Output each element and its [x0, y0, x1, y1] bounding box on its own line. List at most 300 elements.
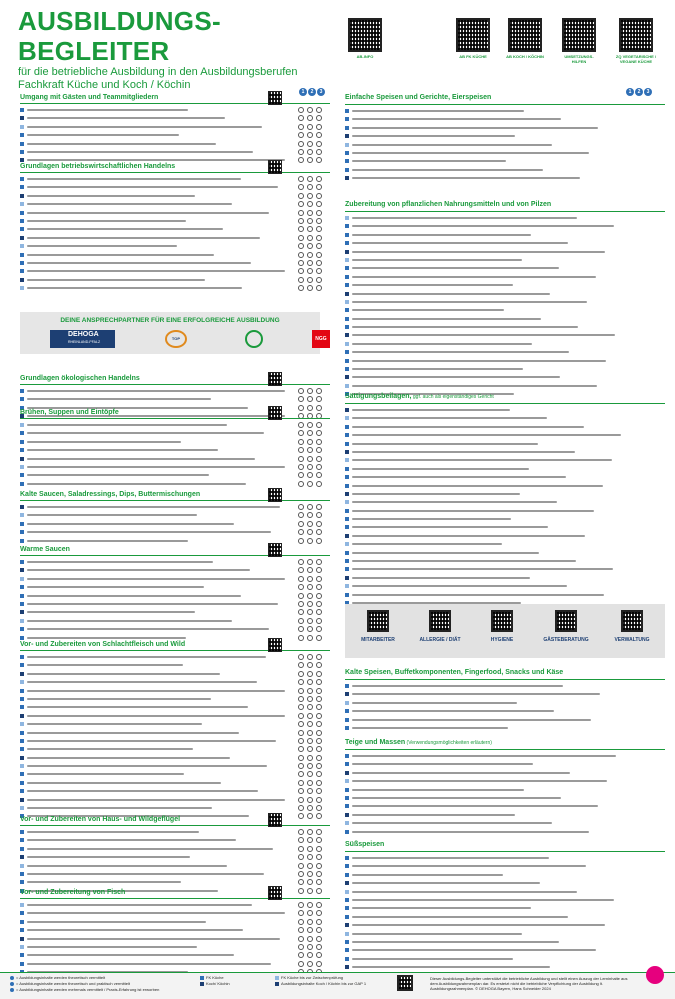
progress-checkbox[interactable]	[316, 439, 322, 445]
progress-checkbox[interactable]	[316, 235, 322, 241]
progress-checkbox[interactable]	[307, 226, 313, 232]
qr-ab-fk-kueche[interactable]	[453, 18, 493, 59]
progress-checkbox[interactable]	[307, 176, 313, 182]
progress-checkbox[interactable]	[316, 846, 322, 852]
progress-checkbox[interactable]	[298, 609, 304, 615]
progress-checkbox[interactable]	[316, 193, 322, 199]
progress-checkbox[interactable]	[298, 184, 304, 190]
progress-checkbox[interactable]	[307, 927, 313, 933]
progress-checkbox[interactable]	[307, 837, 313, 843]
progress-checkbox[interactable]	[316, 805, 322, 811]
qr-umsetzungshilfen[interactable]	[559, 18, 599, 64]
item-text-placeholder	[352, 242, 568, 244]
progress-checkbox[interactable]	[298, 688, 304, 694]
progress-checkbox[interactable]	[298, 788, 304, 794]
progress-checkbox[interactable]	[307, 472, 313, 478]
progress-checkbox[interactable]	[298, 464, 304, 470]
progress-checkbox[interactable]	[307, 829, 313, 835]
progress-checkbox[interactable]	[307, 430, 313, 436]
progress-checkbox[interactable]	[307, 422, 313, 428]
progress-checkbox[interactable]	[298, 910, 304, 916]
progress-checkbox[interactable]	[298, 671, 304, 677]
progress-checkbox[interactable]	[298, 829, 304, 835]
progress-checkbox[interactable]	[298, 115, 304, 121]
progress-checkbox[interactable]	[316, 201, 322, 207]
item-text-placeholder	[352, 318, 541, 320]
progress-checkbox[interactable]	[316, 277, 322, 283]
section-rule	[20, 650, 330, 651]
section-qr-icon[interactable]	[268, 488, 282, 502]
section-qr-icon[interactable]	[268, 372, 282, 386]
progress-checkbox[interactable]	[316, 797, 322, 803]
item-text-placeholder	[352, 772, 570, 774]
progress-checkbox[interactable]	[316, 512, 322, 518]
checklist-row	[20, 608, 330, 616]
progress-checkbox[interactable]	[307, 456, 313, 462]
progress-checkbox[interactable]	[298, 863, 304, 869]
progress-checkbox[interactable]	[298, 618, 304, 624]
progress-checkbox[interactable]	[316, 601, 322, 607]
category-marker	[345, 359, 349, 363]
progress-checkbox[interactable]	[298, 721, 304, 727]
progress-checkbox[interactable]	[298, 422, 304, 428]
qr-ab-info[interactable]	[345, 18, 385, 59]
progress-checkbox[interactable]	[298, 226, 304, 232]
item-text-placeholder	[27, 186, 278, 188]
progress-checkbox[interactable]	[298, 952, 304, 958]
progress-checkbox[interactable]	[307, 193, 313, 199]
checklist-row	[20, 678, 330, 686]
progress-checkbox[interactable]	[298, 567, 304, 573]
progress-checkbox[interactable]	[316, 763, 322, 769]
progress-checkbox[interactable]	[298, 919, 304, 925]
progress-checkbox[interactable]	[298, 388, 304, 394]
progress-checkbox[interactable]	[298, 902, 304, 908]
progress-checkbox[interactable]	[316, 521, 322, 527]
progress-checkbox[interactable]	[316, 132, 322, 138]
progress-checkbox[interactable]	[307, 755, 313, 761]
progress-checkbox[interactable]	[316, 609, 322, 615]
progress-checkbox[interactable]	[307, 863, 313, 869]
progress-checkbox[interactable]	[316, 910, 322, 916]
progress-checkbox[interactable]	[298, 218, 304, 224]
progress-checkbox[interactable]	[307, 771, 313, 777]
section-title: Vor- und Zubereiten von Schlachtfleisch und Wild	[20, 641, 186, 648]
progress-checkbox[interactable]	[298, 504, 304, 510]
progress-checkbox[interactable]	[307, 210, 313, 216]
progress-checkbox[interactable]	[307, 746, 313, 752]
progress-checkbox[interactable]	[298, 601, 304, 607]
progress-checkbox[interactable]	[316, 919, 322, 925]
progress-checkbox[interactable]	[307, 115, 313, 121]
checklist-row	[20, 131, 330, 139]
progress-checkbox[interactable]	[307, 797, 313, 803]
progress-checkbox[interactable]	[298, 176, 304, 182]
section-qr-icon[interactable]	[268, 638, 282, 652]
category-marker	[345, 216, 349, 220]
progress-checkbox[interactable]	[307, 268, 313, 274]
category-marker	[345, 317, 349, 321]
progress-checkbox[interactable]	[316, 260, 322, 266]
progress-checkbox[interactable]	[307, 439, 313, 445]
item-text-placeholder	[352, 493, 520, 495]
progress-checkbox[interactable]	[307, 696, 313, 702]
progress-checkbox[interactable]	[307, 618, 313, 624]
category-marker	[20, 142, 24, 146]
category-marker	[20, 431, 24, 435]
progress-checkbox[interactable]	[298, 679, 304, 685]
progress-checkbox[interactable]	[316, 576, 322, 582]
checklist-row	[345, 794, 665, 802]
progress-checkbox[interactable]	[316, 481, 322, 487]
progress-checkbox[interactable]	[307, 902, 313, 908]
progress-checkbox[interactable]	[307, 285, 313, 291]
item-text-placeholder	[352, 518, 511, 520]
topic-qr-gaesteberatung[interactable]	[541, 610, 591, 643]
progress-checkbox[interactable]	[307, 626, 313, 632]
progress-checkbox[interactable]	[307, 529, 313, 535]
progress-checkbox[interactable]	[298, 771, 304, 777]
progress-checkbox[interactable]	[298, 662, 304, 668]
progress-checkbox[interactable]	[307, 447, 313, 453]
progress-checkbox[interactable]	[307, 721, 313, 727]
progress-checkbox[interactable]	[298, 584, 304, 590]
progress-checkbox[interactable]	[298, 576, 304, 582]
progress-checkbox[interactable]	[316, 184, 322, 190]
progress-checkbox[interactable]	[307, 481, 313, 487]
progress-checkbox[interactable]	[316, 226, 322, 232]
item-text-placeholder	[27, 531, 271, 533]
progress-checkbox[interactable]	[298, 268, 304, 274]
category-marker	[345, 940, 349, 944]
progress-checkbox[interactable]	[298, 201, 304, 207]
progress-checkbox[interactable]	[307, 662, 313, 668]
item-text-placeholder	[352, 459, 612, 461]
progress-checkbox[interactable]	[307, 704, 313, 710]
progress-checkbox[interactable]	[316, 107, 322, 113]
progress-checkbox[interactable]	[316, 447, 322, 453]
topic-qr-hygiene[interactable]	[477, 610, 527, 643]
progress-checkbox[interactable]	[307, 243, 313, 249]
section-qr-icon[interactable]	[268, 886, 282, 900]
checklist-row	[345, 174, 665, 182]
progress-checkbox[interactable]	[316, 780, 322, 786]
progress-checkbox[interactable]	[307, 504, 313, 510]
progress-checkbox[interactable]	[298, 260, 304, 266]
progress-checkbox[interactable]	[307, 464, 313, 470]
progress-checkbox[interactable]	[307, 396, 313, 402]
progress-checkbox[interactable]	[316, 662, 322, 668]
progress-checkbox[interactable]	[316, 567, 322, 573]
progress-checkbox[interactable]	[316, 654, 322, 660]
progress-checkbox[interactable]	[307, 713, 313, 719]
progress-checkbox[interactable]	[316, 176, 322, 182]
progress-checkbox[interactable]	[298, 512, 304, 518]
section-qr-icon[interactable]	[268, 543, 282, 557]
item-text-placeholder	[352, 568, 613, 570]
progress-checkbox[interactable]	[298, 780, 304, 786]
progress-checkbox[interactable]	[298, 124, 304, 130]
progress-checkbox[interactable]	[298, 593, 304, 599]
progress-checkbox[interactable]	[316, 210, 322, 216]
progress-checkbox[interactable]	[307, 201, 313, 207]
progress-checkbox[interactable]	[316, 704, 322, 710]
progress-checkbox[interactable]	[316, 771, 322, 777]
checklist-row	[20, 114, 330, 122]
item-text-placeholder	[27, 732, 239, 734]
progress-checkbox[interactable]	[298, 730, 304, 736]
progress-checkbox[interactable]	[307, 149, 313, 155]
progress-checkbox[interactable]	[307, 107, 313, 113]
item-text-placeholder	[352, 958, 513, 960]
progress-checkbox[interactable]	[316, 936, 322, 942]
progress-checkbox[interactable]	[298, 879, 304, 885]
progress-checkbox[interactable]	[307, 738, 313, 744]
progress-checkbox[interactable]	[316, 944, 322, 950]
progress-checkbox[interactable]	[307, 132, 313, 138]
footer-qr-icon[interactable]	[397, 975, 413, 991]
progress-checkbox[interactable]	[307, 141, 313, 147]
progress-checkbox[interactable]	[307, 576, 313, 582]
progress-checkbox[interactable]	[298, 559, 304, 565]
progress-checkbox[interactable]	[307, 388, 313, 394]
progress-checkbox[interactable]	[298, 210, 304, 216]
progress-checkbox[interactable]	[307, 277, 313, 283]
progress-checkbox[interactable]	[316, 529, 322, 535]
category-marker	[345, 484, 349, 488]
progress-checkbox[interactable]	[316, 961, 322, 967]
progress-checkbox[interactable]	[316, 388, 322, 394]
item-text-placeholder	[27, 466, 285, 468]
topic-qr-allergie[interactable]	[415, 610, 465, 643]
progress-checkbox[interactable]	[316, 788, 322, 794]
progress-checkbox[interactable]	[316, 584, 322, 590]
section-title: Vor- und Zubereiten von Haus- und Wildgeflügel	[20, 816, 181, 823]
item-text-placeholder	[27, 117, 225, 119]
progress-checkbox[interactable]	[298, 481, 304, 487]
progress-checkbox[interactable]	[298, 854, 304, 860]
progress-checkbox[interactable]	[307, 805, 313, 811]
progress-checkbox[interactable]	[307, 671, 313, 677]
progress-checkbox[interactable]	[307, 521, 313, 527]
progress-checkbox[interactable]	[298, 521, 304, 527]
progress-checkbox[interactable]	[298, 538, 304, 544]
progress-checkbox[interactable]	[316, 504, 322, 510]
progress-checkbox[interactable]	[307, 846, 313, 852]
progress-checkbox[interactable]	[316, 738, 322, 744]
progress-checkbox[interactable]	[307, 260, 313, 266]
progress-checkbox[interactable]	[298, 755, 304, 761]
progress-checkbox[interactable]	[316, 626, 322, 632]
qr-ab-koch[interactable]	[505, 18, 545, 59]
progress-checkbox[interactable]	[298, 944, 304, 950]
progress-checkbox[interactable]	[307, 854, 313, 860]
progress-checkbox[interactable]	[307, 910, 313, 916]
progress-checkbox[interactable]	[316, 593, 322, 599]
progress-checkbox[interactable]	[298, 927, 304, 933]
progress-checkbox[interactable]	[307, 936, 313, 942]
progress-checkbox[interactable]	[316, 115, 322, 121]
progress-checkbox[interactable]	[307, 730, 313, 736]
progress-checkbox[interactable]	[316, 837, 322, 843]
checklist-row	[345, 565, 665, 573]
progress-checkbox[interactable]	[307, 763, 313, 769]
progress-checkbox[interactable]	[307, 559, 313, 565]
progress-checkbox[interactable]	[316, 671, 322, 677]
progress-checkbox[interactable]	[307, 788, 313, 794]
header-qr-row	[345, 18, 665, 78]
progress-checkbox[interactable]	[316, 696, 322, 702]
progress-checkbox[interactable]	[316, 879, 322, 885]
topic-qr-verwaltung[interactable]	[607, 610, 657, 643]
progress-checkbox[interactable]	[316, 218, 322, 224]
progress-checkbox[interactable]	[316, 746, 322, 752]
progress-checkbox[interactable]	[298, 132, 304, 138]
progress-checkbox[interactable]	[298, 654, 304, 660]
progress-checkbox[interactable]	[307, 961, 313, 967]
checklist-row	[345, 879, 665, 887]
progress-checkbox[interactable]	[298, 871, 304, 877]
progress-checkbox[interactable]	[316, 243, 322, 249]
progress-checkbox[interactable]	[298, 252, 304, 258]
progress-checkbox[interactable]	[298, 797, 304, 803]
checklist-row	[20, 528, 330, 536]
progress-checkbox[interactable]	[298, 447, 304, 453]
progress-checkbox[interactable]	[316, 863, 322, 869]
progress-checkbox[interactable]	[307, 679, 313, 685]
item-text-placeholder	[352, 543, 502, 545]
progress-checkbox[interactable]	[307, 944, 313, 950]
progress-checkbox[interactable]	[316, 538, 322, 544]
progress-checkbox[interactable]	[316, 871, 322, 877]
progress-checkbox[interactable]	[298, 472, 304, 478]
progress-checkbox[interactable]	[316, 141, 322, 147]
progress-checkbox[interactable]	[316, 268, 322, 274]
progress-checkbox[interactable]	[307, 601, 313, 607]
checklist-row	[20, 192, 330, 200]
progress-checkbox[interactable]	[316, 124, 322, 130]
progress-checkbox[interactable]	[298, 456, 304, 462]
progress-checkbox[interactable]	[298, 704, 304, 710]
progress-checkbox[interactable]	[316, 902, 322, 908]
progress-checkbox[interactable]	[316, 285, 322, 291]
progress-checkbox[interactable]	[298, 243, 304, 249]
progress-checkbox[interactable]	[307, 919, 313, 925]
progress-checkbox[interactable]	[298, 936, 304, 942]
item-text-placeholder	[27, 279, 205, 281]
section-qr-icon[interactable]	[268, 406, 282, 420]
qr-zq-vegetarisch[interactable]	[611, 18, 661, 64]
progress-checkbox[interactable]	[298, 277, 304, 283]
category-marker	[345, 475, 349, 479]
progress-checkbox[interactable]	[307, 879, 313, 885]
category-marker	[345, 500, 349, 504]
progress-checkbox[interactable]	[316, 713, 322, 719]
progress-checkbox[interactable]	[298, 746, 304, 752]
progress-checkbox[interactable]	[298, 626, 304, 632]
progress-checkbox[interactable]	[298, 738, 304, 744]
progress-checkbox[interactable]	[316, 679, 322, 685]
category-marker	[345, 898, 349, 902]
progress-checkbox[interactable]	[316, 149, 322, 155]
progress-checkbox[interactable]	[316, 854, 322, 860]
progress-checkbox[interactable]	[307, 780, 313, 786]
progress-checkbox[interactable]	[298, 430, 304, 436]
progress-checkbox[interactable]	[298, 846, 304, 852]
progress-checkbox[interactable]	[307, 871, 313, 877]
checklist-row	[20, 836, 330, 844]
progress-checkbox[interactable]	[316, 755, 322, 761]
progress-checkbox[interactable]	[307, 218, 313, 224]
progress-checkbox[interactable]	[298, 285, 304, 291]
item-text-placeholder	[27, 946, 197, 948]
progress-checkbox[interactable]	[307, 252, 313, 258]
progress-checkbox[interactable]	[298, 107, 304, 113]
progress-checkbox[interactable]	[316, 952, 322, 958]
progress-checkbox[interactable]	[316, 559, 322, 565]
progress-checkbox[interactable]	[307, 609, 313, 615]
progress-checkbox[interactable]	[298, 141, 304, 147]
topic-qr-mitarbeiter[interactable]	[353, 610, 403, 643]
progress-checkbox[interactable]	[298, 713, 304, 719]
checklist-row	[345, 239, 665, 247]
progress-checkbox[interactable]	[307, 235, 313, 241]
progress-checkbox[interactable]	[316, 829, 322, 835]
progress-checkbox[interactable]	[307, 593, 313, 599]
progress-checkbox[interactable]	[316, 456, 322, 462]
section-qr-icon[interactable]	[268, 160, 282, 174]
progress-checkbox[interactable]	[298, 193, 304, 199]
progress-checkbox[interactable]	[307, 538, 313, 544]
progress-checkbox[interactable]	[307, 688, 313, 694]
progress-checkbox[interactable]	[298, 439, 304, 445]
progress-checkbox[interactable]	[298, 149, 304, 155]
progress-checkbox[interactable]	[316, 730, 322, 736]
progress-checkbox[interactable]	[298, 805, 304, 811]
progress-checkbox[interactable]	[307, 567, 313, 573]
progress-checkbox[interactable]	[298, 396, 304, 402]
progress-checkbox[interactable]	[307, 584, 313, 590]
progress-checkbox[interactable]	[316, 927, 322, 933]
progress-checkbox[interactable]	[307, 184, 313, 190]
checklist-row	[20, 695, 330, 703]
progress-checkbox[interactable]	[316, 721, 322, 727]
progress-checkbox[interactable]	[298, 961, 304, 967]
progress-checkbox[interactable]	[298, 763, 304, 769]
section-qr-icon[interactable]	[268, 91, 282, 105]
progress-checkbox[interactable]	[307, 952, 313, 958]
progress-checkbox[interactable]	[316, 464, 322, 470]
progress-checkbox[interactable]	[316, 618, 322, 624]
progress-checkbox[interactable]	[298, 235, 304, 241]
progress-checkbox[interactable]	[316, 688, 322, 694]
category-marker	[20, 465, 24, 469]
progress-checkbox[interactable]	[316, 422, 322, 428]
checklist-row	[345, 819, 665, 827]
progress-checkbox[interactable]	[316, 430, 322, 436]
progress-checkbox[interactable]	[298, 529, 304, 535]
progress-checkbox[interactable]	[316, 472, 322, 478]
progress-checkbox[interactable]	[316, 252, 322, 258]
progress-checkbox[interactable]	[307, 654, 313, 660]
progress-checkbox[interactable]	[298, 837, 304, 843]
progress-checkbox[interactable]	[316, 396, 322, 402]
progress-checkbox[interactable]	[307, 512, 313, 518]
progress-checkbox[interactable]	[298, 696, 304, 702]
progress-checkbox[interactable]	[307, 124, 313, 130]
section-qr-icon[interactable]	[268, 813, 282, 827]
section-rule	[20, 500, 330, 501]
